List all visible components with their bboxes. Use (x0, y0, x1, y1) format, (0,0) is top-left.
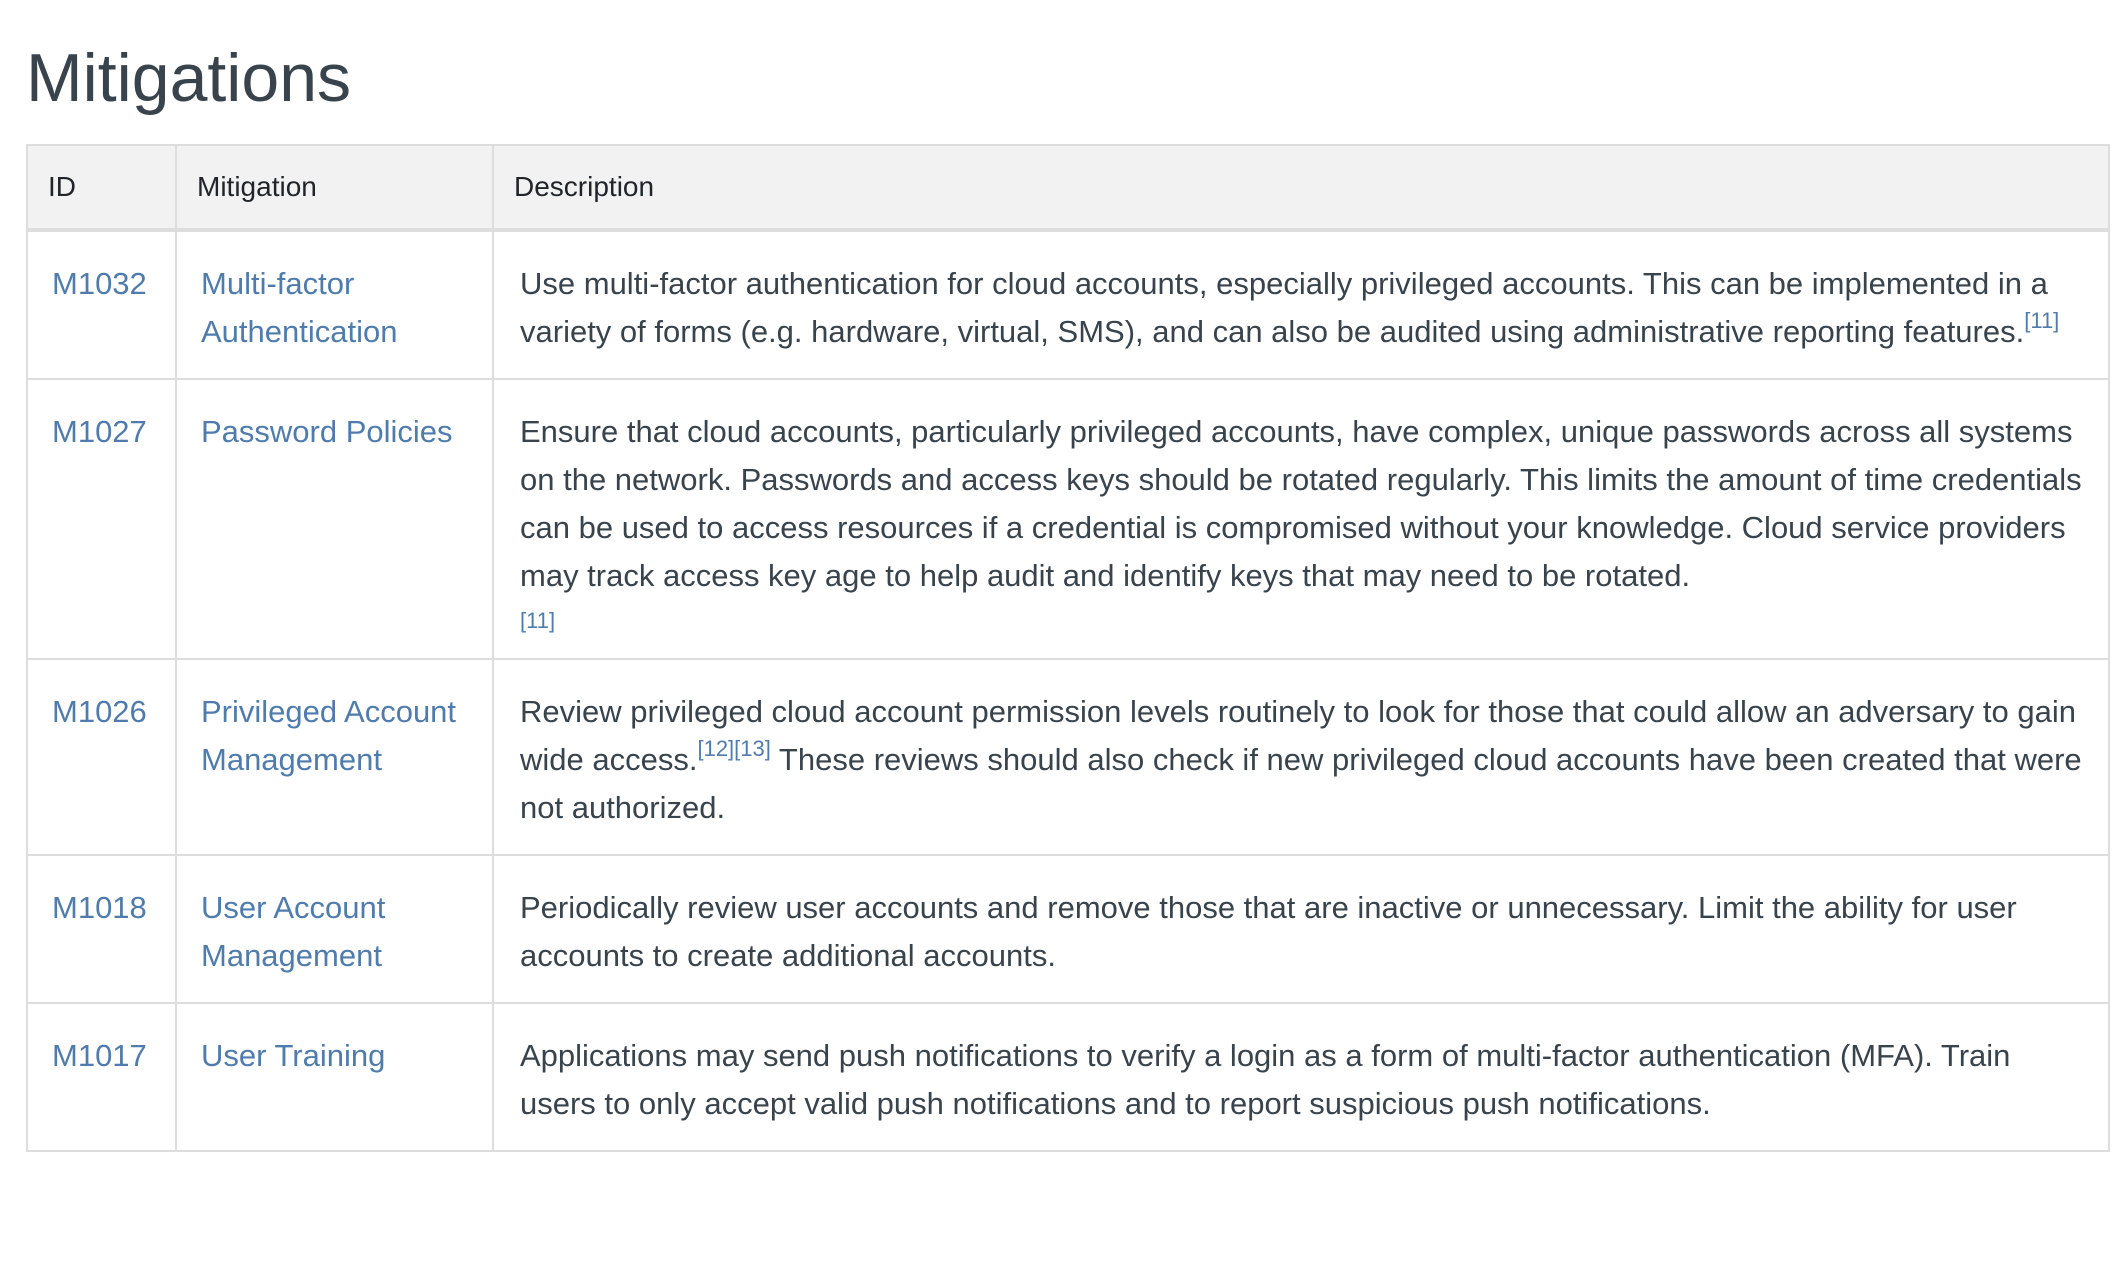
mitigation-name-link[interactable]: Privileged Account Management (201, 693, 457, 777)
column-header-mitigation: Mitigation (176, 145, 493, 230)
mitigation-name-link[interactable]: Multi-factor Authentication (201, 265, 398, 349)
table-body (27, 230, 2109, 1151)
page-bottom-whitespace (0, 1198, 2126, 1266)
column-header-id: ID (27, 145, 176, 230)
mitigation-cell (176, 659, 493, 855)
description-text: Applications may send push notifications to verify a login as a form of multi-factor authentication (MFA). Train users to only accept valid push notifications and to report suspicious push notifications. (520, 1037, 2011, 1121)
description-cell (493, 659, 2109, 855)
column-header-description: Description (493, 145, 2109, 230)
description-text-part2: These reviews should also check if new privileged cloud accounts have been created that were not authorized. (520, 741, 2082, 825)
table-row (27, 230, 2109, 379)
id-cell (27, 1003, 176, 1151)
mitigation-id-link[interactable]: M1032 (52, 265, 147, 301)
citation-ref (2024, 308, 2059, 333)
description-text: Periodically review user accounts and remove those that are inactive or unnecessary. Limit the ability for user accounts to create additional accounts. (520, 889, 2017, 973)
citation-link[interactable]: [11] (520, 607, 556, 633)
mitigation-name-link[interactable]: User Training (201, 1037, 386, 1073)
table-header-row (27, 145, 2109, 230)
description-text: Use multi-factor authentication for cloud accounts, especially privileged accounts. This can be implemented in a variety of forms (e.g. hardware, virtual, SMS), and can also be audited using administrative reporting features. (520, 265, 2048, 349)
table-row (27, 1003, 2109, 1151)
mitigation-name-link[interactable]: User Account Management (201, 889, 386, 973)
mitigation-id-link[interactable]: M1027 (52, 413, 147, 449)
id-cell (27, 379, 176, 659)
mitigation-name-link[interactable]: Password Policies (201, 413, 453, 449)
mitigation-id-link[interactable]: M1018 (52, 889, 147, 925)
table-row (27, 855, 2109, 1003)
page-title: Mitigations (26, 40, 352, 116)
citation-ref (520, 606, 2084, 636)
mitigation-id-link[interactable]: M1017 (52, 1037, 147, 1073)
citation-link[interactable]: [11] (2024, 307, 2060, 333)
mitigation-cell (176, 855, 493, 1003)
description-cell (493, 855, 2109, 1003)
table-header (27, 145, 2109, 230)
description-cell (493, 230, 2109, 379)
table-row (27, 379, 2109, 659)
mitigation-id-link[interactable]: M1026 (52, 693, 147, 729)
description-cell (493, 379, 2109, 659)
mitigations-table (26, 144, 2110, 1152)
id-cell (27, 855, 176, 1003)
mitigation-cell (176, 230, 493, 379)
description-cell (493, 1003, 2109, 1151)
citation-link[interactable]: [13] (734, 735, 771, 761)
mitigation-cell (176, 1003, 493, 1151)
citation-link[interactable]: [12] (697, 735, 735, 761)
description-text-part1: Review privileged cloud account permission levels routinely to look for those that could allow an adversary to gain wide access. (520, 693, 2076, 777)
table-row (27, 659, 2109, 855)
id-cell (27, 230, 176, 379)
id-cell (27, 659, 176, 855)
mitigation-cell (176, 379, 493, 659)
description-text: Ensure that cloud accounts, particularly privileged accounts, have complex, unique passwords across all systems on the network. Passwords and access keys should be rotated regularly. This limits the amount of time credentials can be used to access resources if a credential is compromised without your knowledge. Cloud service providers may track access key age to help audit and identify keys that may need to be rotated. (520, 413, 2082, 593)
citation-ref (697, 736, 770, 761)
